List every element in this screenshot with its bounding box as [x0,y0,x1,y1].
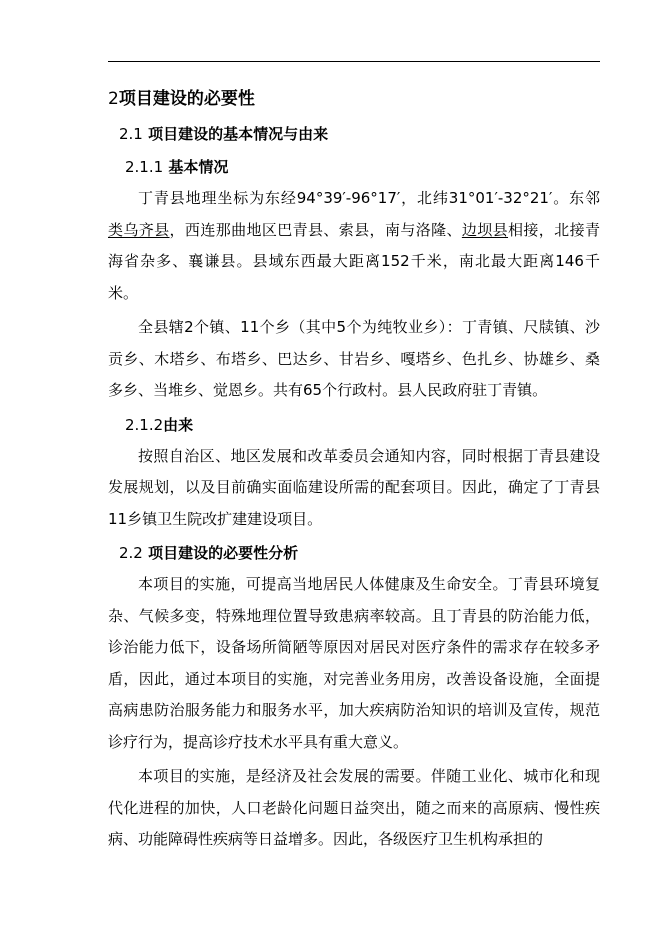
document-body [108,84,600,856]
section-number: 2.1.1 [125,158,164,176]
section-heading-2-1-2 [108,410,600,440]
text-run: 丁青县地理坐标为东经94°39′-96°17′，北纬31°01′-32°21′。东邻 [138,189,600,207]
text-run: 相接，北接青海省杂多、襄谦县。县域东西最大距离152千米，南北最大距离146千米。 [108,220,600,302]
paragraph-necessity-health: 本项目的实施，可提高当地居民人体健康及生命安全。丁青县环境复杂、气候多变，特殊地理位置导致患病率较高。且丁青县的防治能力低，诊治能力低下，设备场所简陋等原因对居民对医疗条件的需求存在较多矛盾，因此，通过本项目的实施，对完善业务用房，改善设备设施，全面提高病患防治服务能力和服务水平，加大疾病防治知识的培训及宣传，规范诊疗行为，提高诊疗技术水平具有重大意义。 [108,575,600,751]
section-heading-2-1-1 [108,152,600,182]
section-heading-2-2 [108,538,600,568]
text-run: ，西连那曲地区巴青县、索县，南与洛隆、 [169,220,462,239]
section-heading-2 [108,84,600,114]
link-bianba-county[interactable]: 边坝县 [461,220,509,239]
section-title: 项目建设的必要性分析 [148,544,299,562]
paragraph-necessity-development: 本项目的实施，是经济及社会发展的需要。伴随工业化、城市化和现代化进程的加快，人口老龄化问题日益突出，随之而来的高原病、慢性疾病、功能障碍性疾病等日益增多。因此，各级医疗卫生机构承担的 [108,767,600,848]
paragraph-geography [108,183,600,309]
paragraph-administrative-divisions: 全县辖2个镇、11个乡（其中5个为纯牧业乡）：丁青镇、尺牍镇、沙贡乡、木塔乡、布塔乡、巴达乡、甘岩乡、嘎塔乡、色扎乡、协雄乡、桑多乡、当堆乡、觉恩乡。共有65个行政村。县人民政府驻丁青镇。 [108,318,600,399]
section-number: 2.1 [119,125,143,143]
section-title: 基本情况 [168,158,229,176]
section-number: 2.1.2 [125,415,164,434]
link-leiwuqi-county[interactable]: 类乌齐县 [108,220,170,239]
section-title: 项目建设的必要性 [118,89,255,109]
section-title: 由来 [163,415,194,434]
section-heading-2-1 [108,119,600,149]
header-rule [108,61,600,62]
section-number: 2.2 [119,544,143,562]
section-title: 项目建设的基本情况与由来 [148,125,329,143]
section-number: 2 [108,89,119,109]
paragraph-origin: 按照自治区、地区发展和改革委员会通知内容，同时根据丁青县建设发展规划，以及目前确实面临建设所需的配套项目。因此，确定了丁青县11乡镇卫生院改扩建建设项目。 [108,446,600,528]
